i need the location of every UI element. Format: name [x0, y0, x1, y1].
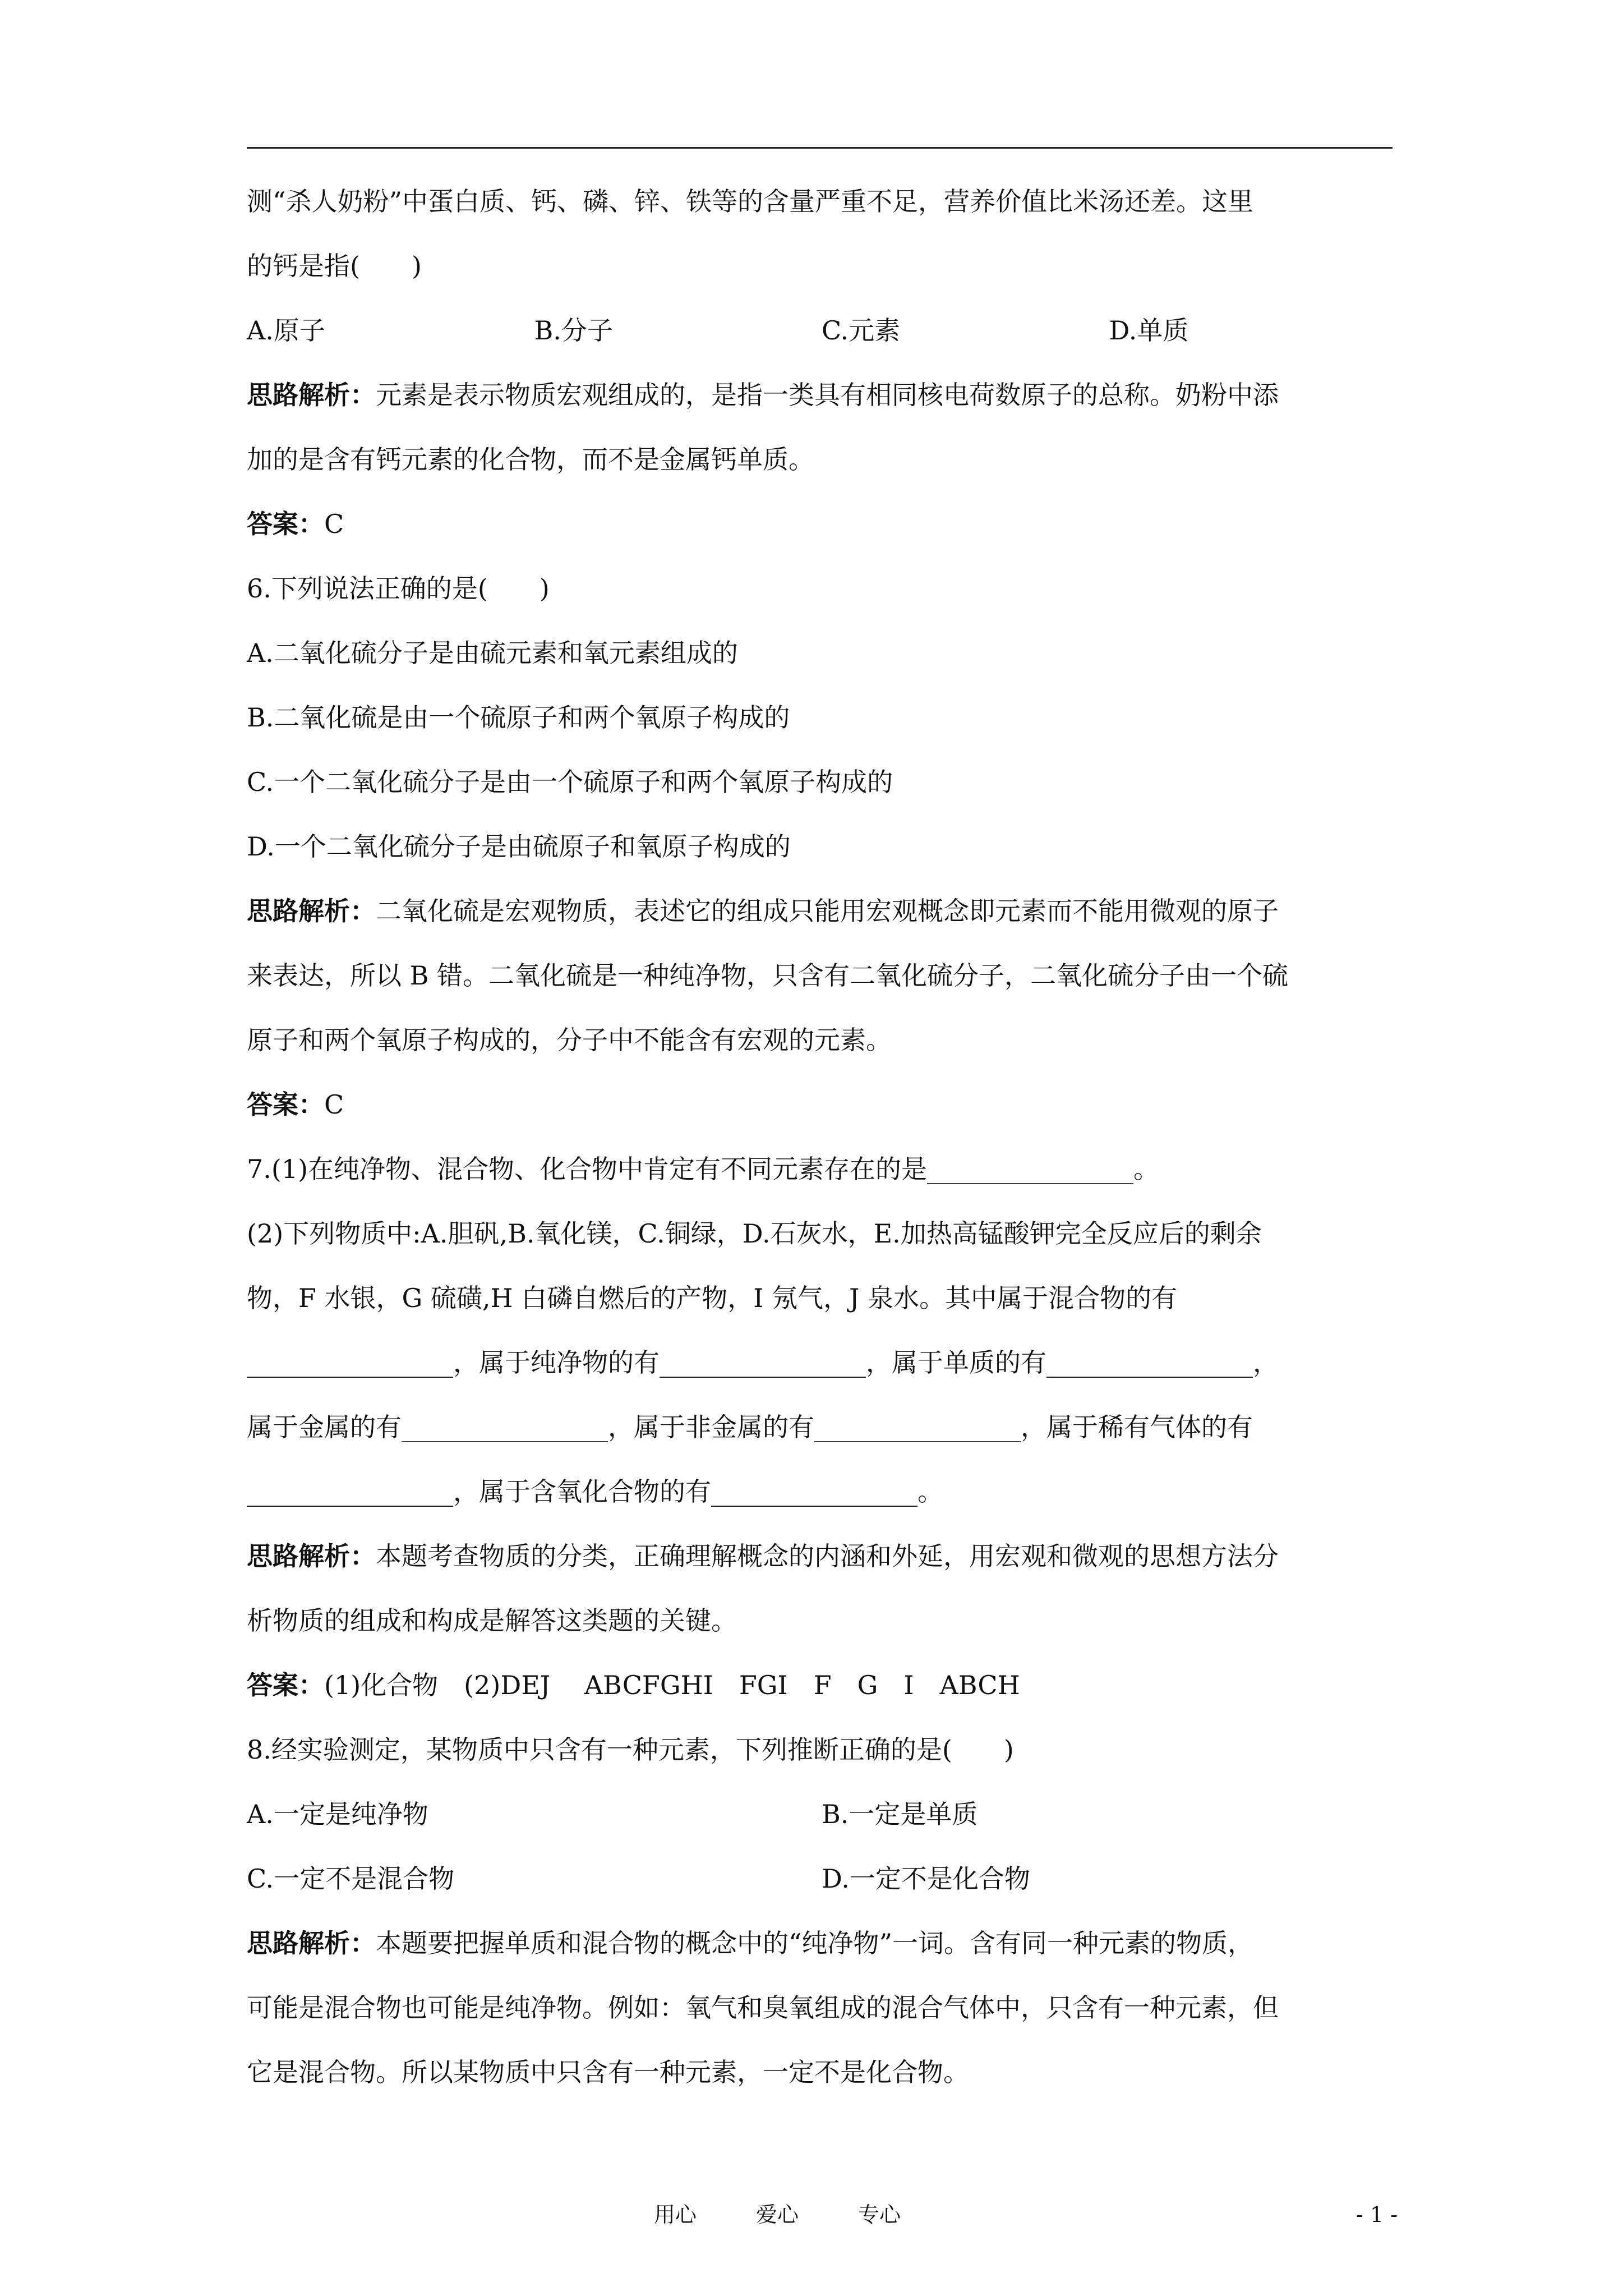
- q7-line-6: ________________，属于含氧化合物的有________________。: [247, 1476, 943, 1507]
- q6-option-c: C.一个二氧化硫分子是由一个硫原子和两个氧原子构成的: [247, 767, 893, 797]
- q5-continuation-line-2: 的钙是指( ): [247, 251, 422, 281]
- analysis-text: 元素是表示物质宏观组成的，是指一类具有相同核电荷数原子的总称。奶粉中添: [376, 380, 1279, 410]
- q7-line-3: 物，F 水银，G 硫磺,H 白磷自燃后的产物，I 氖气，J 泉水。其中属于混合物的有: [247, 1283, 1178, 1313]
- answer-text: C: [324, 1089, 344, 1120]
- answer-label: 答案：: [247, 1089, 324, 1120]
- q6-analysis-line-3: 原子和两个氧原子构成的，分子中不能含有宏观的元素。: [247, 1025, 892, 1055]
- q5-option-d: D.单质: [1109, 315, 1189, 346]
- page-content: [247, 185, 1396, 2089]
- analysis-text: 本题要把握单质和混合物的概念中的“纯净物”一词。含有同一种元素的物质，: [376, 1928, 1254, 1958]
- footer-word-3: 专心: [858, 2202, 901, 2227]
- q5-option-b: B.分子: [534, 315, 613, 346]
- q8-analysis-line-3: 它是混合物。所以某物质中只含有一种元素，一定不是化合物。: [247, 2057, 969, 2087]
- analysis-label: 思路解析：: [247, 1541, 376, 1571]
- q7-line-4: ________________，属于纯净物的有________________，属于单质的有________________，: [247, 1347, 1279, 1378]
- analysis-label: 思路解析：: [247, 380, 376, 410]
- q6-option-b: B.二氧化硫是由一个硫原子和两个氧原子构成的: [247, 702, 790, 733]
- q8-options-row-1: [247, 1798, 1396, 1831]
- answer-text: C: [324, 509, 344, 539]
- q5-answer: [247, 508, 1396, 541]
- q7-line-5: 属于金属的有________________，属于非金属的有________________，属于稀有气体的有: [247, 1412, 1253, 1442]
- answer-label: 答案：: [247, 1670, 324, 1700]
- q6-stem: 6.下列说法正确的是( ): [247, 573, 550, 604]
- q5-option-c: C.元素: [822, 315, 901, 346]
- footer-word-2: 爱心: [756, 2202, 799, 2227]
- q7-line-2: (2)下列物质中:A.胆矾,B.氧化镁，C.铜绿，D.石灰水，E.加热高锰酸钾完全反应后的剩余: [247, 1218, 1262, 1249]
- footer-word-1: 用心: [654, 2202, 697, 2227]
- q8-option-c: C.一定不是混合物: [247, 1864, 455, 1894]
- q8-analysis-line-2: 可能是混合物也可能是纯净物。例如：氧气和臭氧组成的混合气体中，只含有一种元素，但: [247, 1993, 1279, 2023]
- q6-option-d: D.一个二氧化硫分子是由硫原子和氧原子构成的: [247, 831, 791, 862]
- analysis-label: 思路解析：: [247, 896, 376, 926]
- q7-analysis-line-2: 析物质的组成和构成是解答这类题的关键。: [247, 1605, 737, 1636]
- q8-option-b: B.一定是单质: [822, 1799, 978, 1829]
- q6-answer: [247, 1088, 1396, 1121]
- q8-analysis-line-1: [247, 1927, 1396, 1960]
- page-number: - 1 -: [1356, 2202, 1398, 2227]
- q5-analysis-line-2: 加的是含有钙元素的化合物，而不是金属钙单质。: [247, 444, 814, 475]
- q8-option-d: D.一定不是化合物: [822, 1864, 1030, 1894]
- q5-options: [247, 314, 1396, 347]
- analysis-label: 思路解析：: [247, 1928, 376, 1958]
- answer-text: (1)化合物 (2)DEJ ABCFGHI FGI F G I ABCH: [324, 1670, 1020, 1700]
- footer-motto: [654, 2202, 901, 2228]
- q7-line-1: 7.(1)在纯净物、混合物、化合物中肯定有不同元素存在的是________________。: [247, 1154, 1160, 1184]
- q6-option-a: A.二氧化硫分子是由硫元素和氧元素组成的: [247, 638, 738, 668]
- q5-option-a: A.原子: [247, 315, 325, 346]
- q5-continuation-line-1: 测“杀人奶粉”中蛋白质、钙、磷、锌、铁等的含量严重不足，营养价值比米汤还差。这里: [247, 186, 1254, 217]
- q6-analysis-line-1: [247, 895, 1396, 928]
- q8-stem: 8.经实验测定，某物质中只含有一种元素，下列推断正确的是( ): [247, 1734, 1014, 1765]
- answer-label: 答案：: [247, 509, 324, 539]
- q5-analysis-line-1: [247, 379, 1396, 412]
- q7-answer: [247, 1669, 1396, 1702]
- header-rule: [247, 147, 1393, 149]
- q8-options-row-2: [247, 1862, 1396, 1895]
- q8-option-a: A.一定是纯净物: [247, 1799, 428, 1829]
- q7-analysis-line-1: [247, 1540, 1396, 1573]
- analysis-text: 本题考查物质的分类，正确理解概念的内涵和外延，用宏观和微观的思想方法分: [376, 1541, 1279, 1571]
- analysis-text: 二氧化硫是宏观物质，表述它的组成只能用宏观概念即元素而不能用微观的原子: [376, 896, 1279, 926]
- q6-analysis-line-2: 来表达，所以 B 错。二氧化硫是一种纯净物，只含有二氧化硫分子，二氧化硫分子由一个硫: [247, 960, 1289, 991]
